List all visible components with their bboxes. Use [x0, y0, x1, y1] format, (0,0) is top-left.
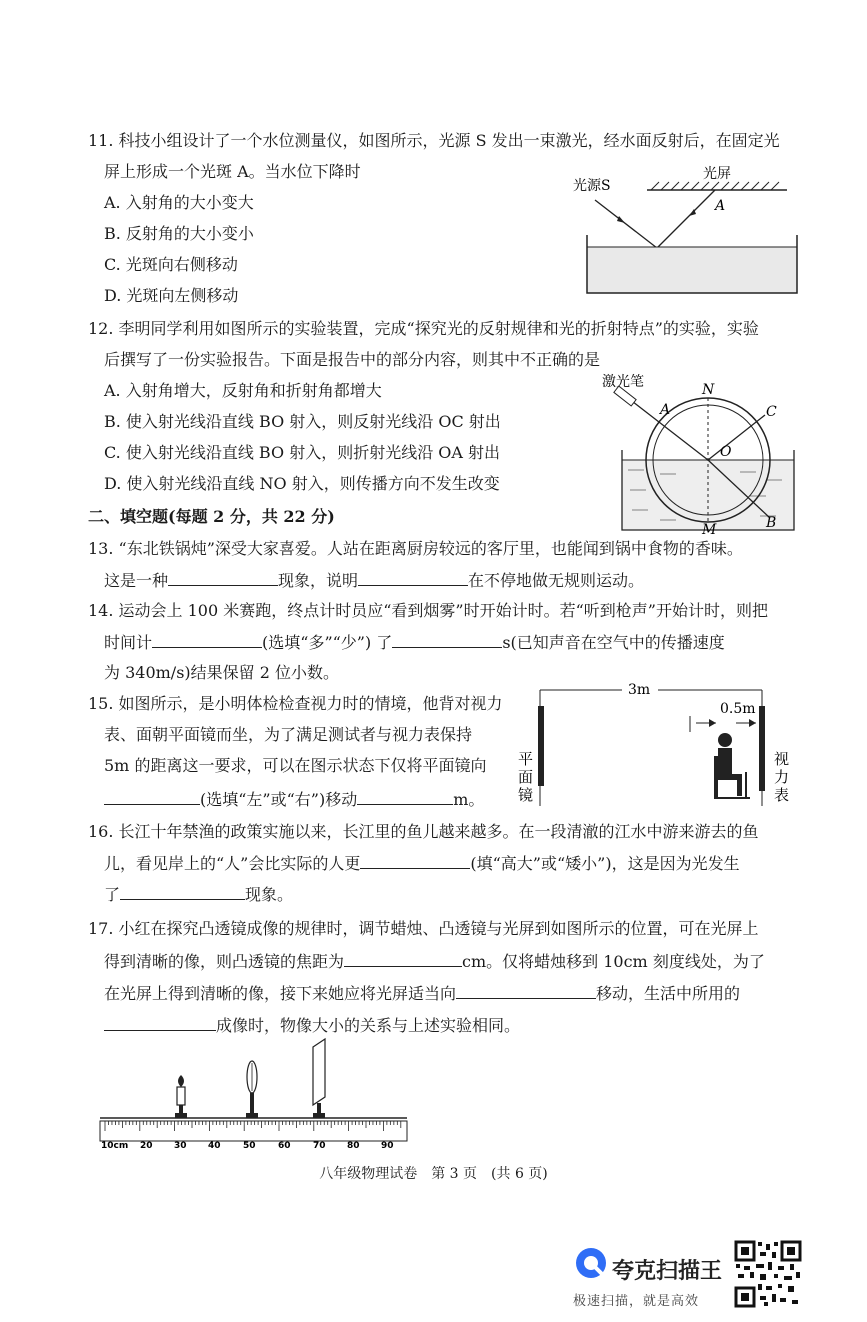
q11-label-source: 光源S	[573, 178, 611, 194]
q17-stem-line4: 成像时，物像大小的关系与上述实验相同。	[104, 1014, 520, 1037]
q16-blank-1[interactable]	[360, 852, 470, 869]
q11-option-a: A. 入射角的大小变大	[104, 193, 254, 212]
q11-option-b: B. 反射角的大小变小	[104, 224, 254, 243]
q16-blank-2[interactable]	[120, 883, 245, 900]
q17-tick-80: 80	[347, 1141, 360, 1151]
q15-blank-1[interactable]	[104, 788, 200, 805]
q16-stem-line3: 了 现象。	[104, 885, 294, 904]
q17-tick-10: 10cm	[101, 1141, 129, 1151]
convex-lens-icon	[246, 1061, 258, 1118]
q12-label-a: A	[660, 402, 671, 418]
q15-mirror-label-3: 镜	[518, 786, 534, 804]
q17-blank-3[interactable]	[104, 1014, 216, 1031]
q15-chart-label-1: 视	[774, 750, 790, 768]
q15-label-05m: 0.5m	[720, 701, 756, 717]
q17-tick-90: 90	[381, 1141, 394, 1151]
q17-stem-line3: 在光屏上得到清晰的像，接下来她应将光屏适当向 移动，生活中所用的	[104, 984, 741, 1003]
q12-label-laser: 激光笔	[602, 374, 644, 390]
q12-label-c: C	[766, 404, 777, 420]
quark-logo-icon	[574, 1246, 608, 1280]
q15-stem-line3: 5m 的距离这一要求，可以在图示状态下仅将平面镜向	[104, 756, 487, 775]
qr-code-icon	[734, 1240, 802, 1308]
q17-blank-1[interactable]	[344, 950, 462, 967]
q13-stem-line1: 13. “东北铁锅炖”深受大家喜爱。人站在距离厨房较远的客厅里，也能闻到锅中食物的香味。	[88, 539, 743, 558]
q11-stem-line1: 11. 科技小组设计了一个水位测量仪，如图所示，光源 S 发出一束激光，经水面反射后，在固定光	[88, 131, 780, 150]
q16-stem-line2: 儿，看见岸上的“人”会比实际的人更 (填“高大”或“矮小”)，这是因为光发生	[104, 854, 740, 873]
q12-stem-line2: 后撰写了一份实验报告。下面是报告中的部分内容，则其中不正确的是	[104, 350, 601, 369]
q15-label-3m: 3m	[628, 682, 651, 698]
candle-icon	[175, 1075, 187, 1118]
q14-stem-line1: 14. 运动会上 100 米赛跑，终点计时员应“看到烟雾”时开始计时。若“听到枪声”开始计时，则把	[88, 601, 768, 620]
q17-tick-60: 60	[278, 1141, 291, 1151]
q12-option-d: D. 使入射光线沿直线 NO 射入，则传播方向不发生改变	[104, 474, 500, 493]
q16-stem-line1: 16. 长江十年禁渔的政策实施以来，长江里的鱼儿越来越多。在一段清澈的江水中游来游去的鱼	[88, 822, 759, 841]
q11-option-d: D. 光斑向左侧移动	[104, 286, 239, 305]
q15-eye-test-figure	[510, 676, 810, 816]
q11-label-screen: 光屏	[703, 166, 731, 182]
q17-optical-bench-figure	[95, 1035, 415, 1155]
q12-option-a: A. 入射角增大，反射角和折射角都增大	[104, 381, 382, 400]
q17-tick-70: 70	[313, 1141, 326, 1151]
brand-name: 夸克扫描王	[612, 1259, 723, 1284]
q15-stem-line2: 表、面朝平面镜而坐，为了满足测试者与视力表保持	[104, 725, 473, 744]
q17-tick-50: 50	[243, 1141, 256, 1151]
q12-label-o: O	[720, 444, 732, 460]
page-footer: 八年级物理试卷 第 3 页 (共 6 页)	[319, 1166, 548, 1182]
q17-stem-line1: 17. 小红在探究凸透镜成像的规律时，调节蜡烛、凸透镜与光屏到如图所示的位置，可在光屏上	[88, 919, 759, 938]
q11-option-c: C. 光斑向右侧移动	[104, 255, 238, 274]
q15-chart-label-3: 表	[774, 786, 790, 804]
q17-blank-2[interactable]	[456, 982, 596, 999]
person-seated-icon	[714, 733, 750, 798]
section-fill-in-heading: 二、填空题(每题 2 分，共 22 分)	[88, 507, 335, 526]
q14-stem-line2: 时间计 (选填“多”“少”) 了 s(已知声音在空气中的传播速度	[104, 633, 725, 652]
q15-blank-2[interactable]	[357, 788, 453, 805]
q17-tick-30: 30	[174, 1141, 187, 1151]
q11-stem-line2: 屏上形成一个光斑 A。当水位下降时	[104, 162, 361, 181]
q11-water-level-figure	[565, 165, 805, 300]
q15-stem-line1: 15. 如图所示，是小明体检检查视力时的情境，他背对视力	[88, 694, 503, 713]
q14-blank-2[interactable]	[392, 631, 502, 648]
q15-chart-label-2: 力	[774, 768, 790, 786]
q11-label-spot: A	[715, 198, 726, 214]
q12-refraction-figure	[600, 370, 800, 535]
q17-tick-40: 40	[208, 1141, 221, 1151]
q15-mirror-label-2: 面	[518, 768, 534, 786]
light-screen-icon	[313, 1039, 325, 1118]
q12-label-n: N	[702, 382, 715, 398]
q17-stem-line2: 得到清晰的像，则凸透镜的焦距为 cm。仅将蜡烛移到 10cm 刻度线处，为了	[104, 952, 765, 971]
q15-mirror-label-1: 平	[518, 750, 534, 768]
q13-stem-line2: 这是一种 现象，说明 在不停地做无规则运动。	[104, 571, 645, 590]
brand-slogan: 极速扫描，就是高效	[573, 1294, 700, 1309]
q13-blank-1[interactable]	[168, 569, 278, 586]
q12-option-b: B. 使入射光线沿直线 BO 射入，则反射光线沿 OC 射出	[104, 412, 501, 431]
q14-blank-1[interactable]	[152, 631, 262, 648]
q15-stem-line4: (选填“左”或“右”)移动 m。	[104, 788, 484, 811]
q12-stem-line1: 12. 李明同学利用如图所示的实验装置，完成“探究光的反射规律和光的折射特点”的实验，实验	[88, 319, 759, 338]
q17-tick-20: 20	[140, 1141, 153, 1151]
q13-blank-2[interactable]	[358, 569, 468, 586]
q12-label-m: M	[702, 522, 717, 535]
q14-stem-line3: 为 340m/s)结果保留 2 位小数。	[104, 663, 339, 682]
q12-option-c: C. 使入射光线沿直线 BO 射入，则折射光线沿 OA 射出	[104, 443, 501, 462]
q12-label-b: B	[766, 515, 777, 531]
